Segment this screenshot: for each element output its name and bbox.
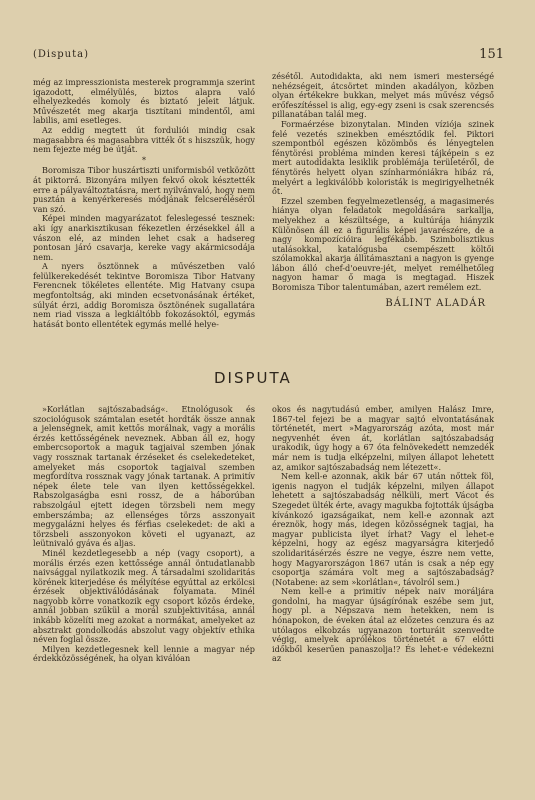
paragraph: Formaérzése bizonytalan. Minden víziója szinek felé vezetés szinekben emésztődik fel. Piktori szempontból egészen közömbös és lényegtelen fénytörési probléma minden keresi tájképein s ez mert autodidakta lesiklik problémája területéről, de fénytörés helyett olyan színharmóniákra hibáz rá, melyért a legkiválóbb koloristák is megirigyelhetnék őt. xyxy=(272,118,494,197)
paragraph: Az eddig megtett út forduliói mindig csak magasabbra és magasabbra vitték őt s hiszszük, hogy nem fejezte még be útját. xyxy=(33,124,255,155)
paragraph: okos és nagytudású ember, amilyen Halász Imre, 1867-tel fejezi be a magyar sajtó elvontatásának történetét, mert »Magyarország azóta, most már negyvenhét éven át, korlátlan sajtószabadság urakodik, úgy hogy a 67 óta felnövekedett nemzedék már nem is tudja elképzelni, milyen állapot lehetett az, amikor sajtószabadság nem létezett«. xyxy=(272,404,494,472)
paragraph: Milyen kezdetlegesnek kell lennie a magyar nép érdekközösségének, ha olyan kiválóan xyxy=(33,643,255,664)
paragraph: Nem kell-e azonnak, akik bár 67 után nőttek föl, igenis nagyon el tudják képzelni, milyen állapot lehetett a sajtószabadság nélküli, mert Vácot és Szegedet ülték érte, avagy magukba fojtották újságba kívánkozó igazságaikat, nem kell-e azonnak azt éreznök, hogy más, idegen közösségnek tagjai, ha magyar publicista ilyet írhat? Vagy el lehet-e képzelni, hogy az egész magyarságra kiterjedő szolidaritásérzés észre ne vegye, észre nem vette, hogy Magyarországon 1867 után is csak a nép egy csoportja számára volt meg a sajtószabadság? (Notabene: az sem »korlátlan«, távolról sem.) xyxy=(272,471,494,587)
paragraph: Boromisza Tibor huszártiszti uniformisból vetközött át piktorrá. Bizonyára milyen fekvő okok késztették erre a pályaváltoztatásra, mert nyilvánvaló, hogy nem pusztán a kenyérkeresés módjának felcseréléséről van szó. xyxy=(33,165,255,214)
section-separator: * xyxy=(142,155,146,165)
section-title: DISPUTA xyxy=(214,369,292,387)
page-number: 151 xyxy=(479,47,504,62)
left-column-bottom xyxy=(33,405,255,664)
right-column-bottom xyxy=(272,405,494,664)
left-column-top xyxy=(33,78,255,329)
paragraph: Nem kell-e a primitív népek naiv moráljára gondolni, ha magyar újságírónak eszébe sem jut, hogy pl. a Népszava nem hetekken, nem is hónapokon, de éveken átal az előzetes cenzura és az utólagos elkobzás ugyanazon torturáit szenvedte végig, amelyek aprólékos történetét a 67 előtti időkből keserűen panaszolja!? És lehet-e védekezni az xyxy=(272,586,494,664)
paragraph: zésétől. Autodidakta, aki nem ismeri mesterségé nehézségeit, átcsörtet minden akadályon, közben olyan értékekre bukkan, melyet más művész végső erőfeszítéssel is alig, egy-egy zseni is csak szerencsés pillanatában talál meg. xyxy=(272,71,494,120)
paragraph: »Korlátlan sajtószabadság«. Etnológusok és szociológusok számtalan esetét hordták össze annak a jelenségnek, amit kettős morálnak, vagy a morális érzés kettősségének neveznek. Abban áll ez, hogy embercsoportok a maguk tagjaival szemben jónak vagy rossznak tartanak érzéseket és cselekedeteket, amelyeket más csoportok tagjaival szemben megfordítva rossznak vagy jónak tartanak. A primitív népek élete tele van ilyen kettősségekkel. Rabszolgaságba esni rossz, de a háborúban rabszolgául ejtett idegen törzsbeli nem megy emberszámba; az ellenséges törzs asszonyait megygalázni helyes és férfias cselekedet: de aki a törzsbeli asszonyokon követi el ugyanazt, az leütnivaló gyáva és aljas. xyxy=(33,404,255,549)
right-column-top xyxy=(272,72,494,308)
running-header: (Disputa) xyxy=(33,49,89,60)
paragraph: Minél kezdetlegesebb a nép (vagy csoport), a morális érzés ezen kettőssége annál öntudatlanabb naivsággal nyilatkozik meg. A társadalmi szolidaritás körének kiterjedése és mélyítése egyúttal az erkölcsi érzések objektiválódásának folyamata. Minél nagyobb körre vonatkozik egy csoport közös érdeke, annál jobban szűkül a morál szubjektivitása, annál inkább közelíti meg azokat a normákat, amelyeket az absztrakt gondolkodás abszolut vagy objektív ethika néven foglal össze. xyxy=(33,547,255,645)
paragraph: még az impresszionista mesterek programmja szerint igazodott, elmélyülés, biztos alapra való elhelyezkedés komoly és biztató jeleit látjuk. Művészetét meg akarja tisztítani mindentől, ami labilis, ami esetleges. xyxy=(33,77,255,126)
paragraph: Képei minden magyarázatot feleslegessé tesznek: aki így anarkisztikusan fékezetlen érzésekkel áll a vászon elé, az minden lehet csak a hadsereg pontosan járó csavarja, kereke vagy akármicsodája nem. xyxy=(33,213,255,262)
paragraph: A nyers ösztönnek a művészetben való felülkerekedését tekintve Boromisza Tibor Hatvany Ferencnek tökéletes ellentéte. Mig Hatvany csupa megfontoltság, aki minden ecsetvonásának értéket, súlyát érzi, addig Boromisza ösztönének sugallatára nem riad vissza a legkiáltóbb fokozásoktól, egymás hatását bonto ellentétek egymás mellé helye- xyxy=(33,261,255,329)
paragraph: Ezzel szemben fegyelmezetlenség, a magasimerés hiánya olyan feladatok megoldására sarkallja, melyekhez a készültsége, a kultúrája hiányzik Különösen áll ez a figurális képei javarészére, de a nagy kompozícióira legfékább. Szimbolisztikus utalásokkal, katalógusba csempészett költői szólamokkal akarja állitámasztani a nagyon is gyenge lábon álló chef-d'oeuvre-jét, melyet remélhetőleg nagyon hamar ő maga is megtagad. Hiszek Boromisza Tibor talentumában, azert remélem ezt. xyxy=(272,195,494,293)
author-signature: BÁLINT ALADÁR xyxy=(385,297,486,309)
